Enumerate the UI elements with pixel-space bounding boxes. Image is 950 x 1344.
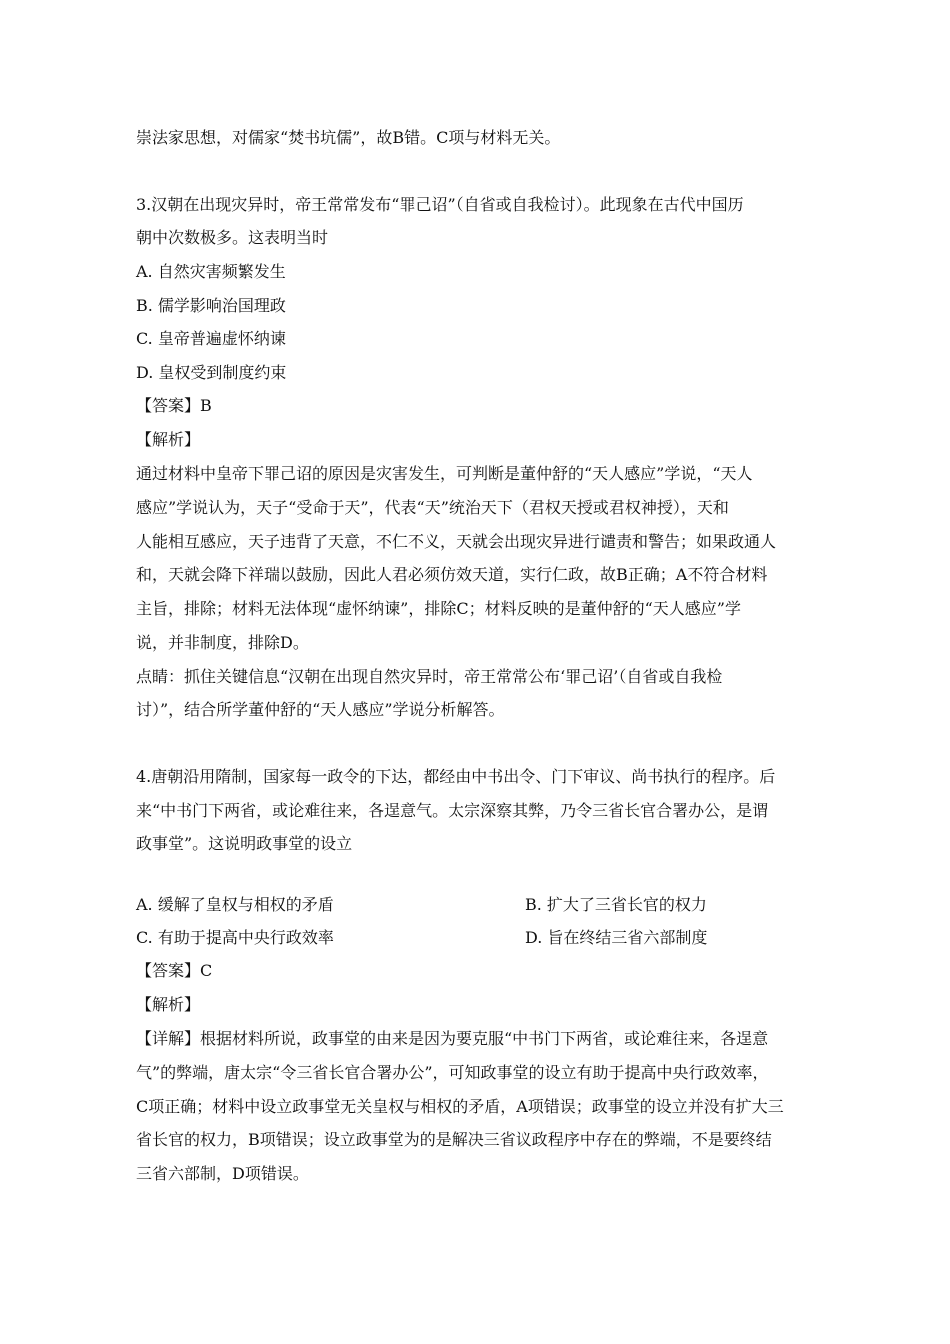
q4-analysis-line: 三省六部制，D项错误。	[136, 1164, 309, 1183]
q3-analysis-title: 【解析】	[136, 430, 201, 449]
q3-analysis-line: 通过材料中皇帝下罪己诏的原因是灾害发生，可判断是董仲舒的“天人感应”学说，“天人	[136, 464, 753, 483]
q4-stem-line: 政事堂”。这说明政事堂的设立	[136, 834, 353, 853]
q3-option-c: C. 皇帝普遍虚怀纳谏	[136, 329, 286, 348]
q3-analysis-line: 说，并非制度，排除D。	[136, 633, 309, 652]
q3-analysis-line: 主旨，排除；材料无法体现“虚怀纳谏”，排除C；材料反映的是董仲舒的“天人感应”学	[136, 599, 741, 618]
q4-analysis-line: 气”的弊端，唐太宗“令三省长官合署办公”，可知政事堂的设立有助于提高中央行政效率，	[136, 1063, 769, 1082]
q4-analysis-line: C项正确；材料中设立政事堂无关皇权与相权的矛盾，A项错误；政事堂的设立并没有扩大三	[136, 1097, 784, 1116]
q3-tip-line: 点睛：抓住关键信息“汉朝在出现自然灾异时，帝王常常公布‘罪己诏’（自省或自我检	[136, 667, 723, 686]
q4-analysis-title: 【解析】	[136, 995, 201, 1014]
q3-analysis-line: 感应”学说认为，天子“受命于天”，代表“天”统治天下（君权天授或君权神授），天和	[136, 498, 729, 517]
q4-answer: 【答案】C	[136, 961, 213, 980]
q3-option-b: B. 儒学影响治国理政	[136, 296, 286, 315]
q3-tip-line: 讨）”，结合所学董仲舒的“天人感应”学说分析解答。	[136, 700, 505, 719]
q4-option-c: C. 有助于提高中央行政效率	[136, 928, 334, 947]
q4-stem-line: 来“中书门下两省，或论难往来，各逞意气。太宗深察其弊，乃令三省长官合署办公，是谓	[136, 801, 769, 820]
q4-option-d: D. 旨在终结三省六部制度	[525, 928, 708, 947]
q4-analysis-line: 省长官的权力，B项错误；设立政事堂为的是解决三省议政程序中存在的弊端，不是要终结	[136, 1130, 772, 1149]
q3-analysis-line: 人能相互感应，天子违背了天意，不仁不义，天就会出现灾异进行谴责和警告；如果政通人	[136, 532, 777, 551]
q3-option-a: A. 自然灾害频繁发生	[136, 262, 286, 281]
q3-stem-line: 朝中次数极多。这表明当时	[136, 228, 329, 247]
q3-option-d: D. 皇权受到制度约束	[136, 363, 287, 382]
q4-analysis-line: 【详解】根据材料所说，政事堂的由来是因为要克服“中书门下两省，或论难往来，各逞意	[136, 1029, 769, 1048]
q3-stem-line: 3.汉朝在出现灾异时，帝王常常发布“罪己诏”（自省或自我检讨）。此现象在古代中国历	[136, 195, 744, 214]
q4-option-a: A. 缓解了皇权与相权的矛盾	[136, 895, 334, 914]
q3-answer: 【答案】B	[136, 396, 212, 415]
q4-option-b: B. 扩大了三省长官的权力	[525, 895, 707, 914]
prev-question-tail: 崇法家思想，对儒家“焚书坑儒”，故B错。C项与材料无关。	[136, 128, 561, 147]
q4-stem-line: 4.唐朝沿用隋制，国家每一政令的下达，都经由中书出令、门下审议、尚书执行的程序。后	[136, 767, 776, 786]
q3-analysis-line: 和，天就会降下祥瑞以鼓励，因此人君必须仿效天道，实行仁政，故B正确；A不符合材料	[136, 565, 768, 584]
